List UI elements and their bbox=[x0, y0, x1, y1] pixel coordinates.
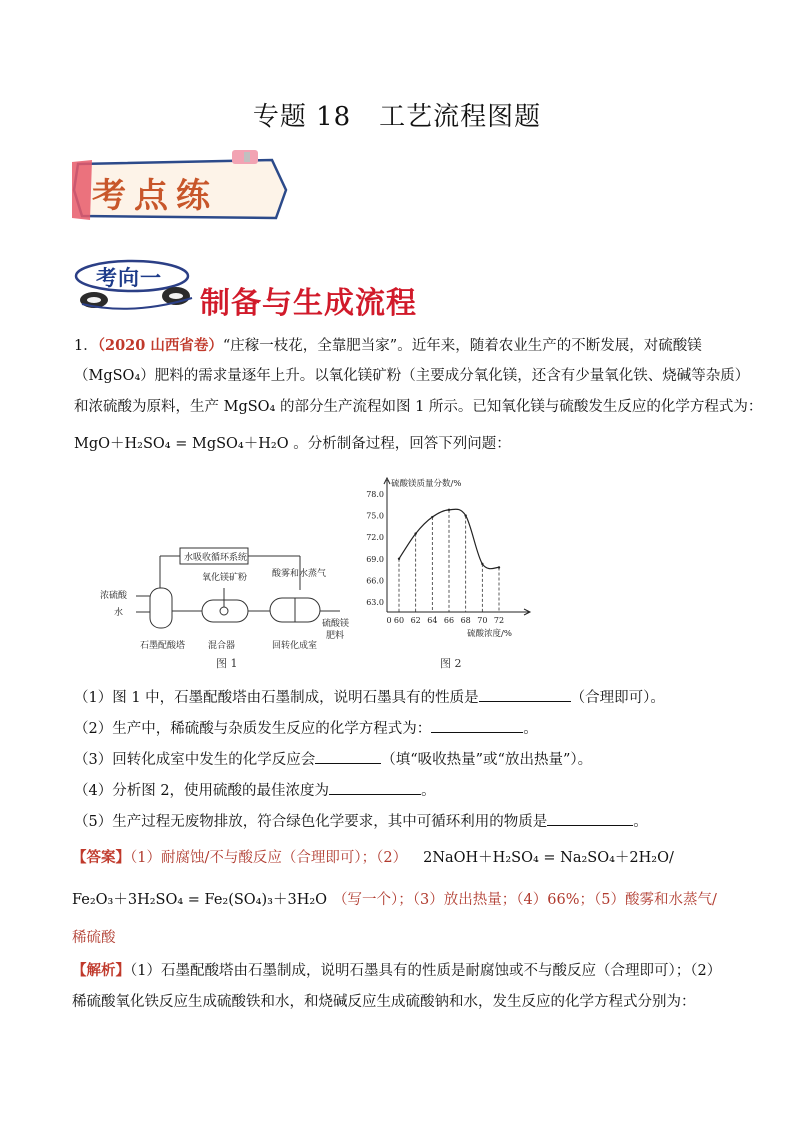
answer-equation2: Fe₂O₃＋3H₂SO₄ = Fe₂(SO₄)₃＋3H₂O bbox=[72, 892, 328, 908]
chart-point bbox=[431, 516, 433, 518]
chart-x-tick-label: 72 bbox=[493, 616, 505, 625]
analysis-label: 【解析】 bbox=[72, 962, 130, 979]
chart-x-tick-label: 64 bbox=[427, 616, 438, 625]
q1-sub4-blank[interactable] bbox=[329, 779, 421, 795]
q1-sub2-text: （2）生产中，稀硫酸与杂质发生反应的化学方程式为： bbox=[74, 721, 432, 737]
fig1-chamber-label: 回转化成室 bbox=[272, 641, 318, 651]
kaodianlian-label: 考点练 bbox=[92, 176, 218, 216]
chart-y-tick-label: 72.0 bbox=[366, 533, 384, 543]
answer-part1: （1）耐腐蚀/不与酸反应（合理即可）；（2） bbox=[130, 850, 408, 866]
q1-sub1-blank[interactable] bbox=[479, 686, 571, 702]
answer-part3: 稀硫酸 bbox=[72, 930, 116, 946]
chart-x-tick-label: 60 bbox=[393, 616, 405, 625]
q1-number: 1． bbox=[74, 338, 98, 354]
chart-y-axis-label: 硫酸镁质量分数/% bbox=[391, 479, 462, 489]
chart-y-tick-label: 63.0 bbox=[366, 598, 384, 607]
figure2-caption: 图 2 bbox=[440, 657, 462, 670]
kaoxiang-label: 考向一 bbox=[96, 266, 162, 290]
chart-point bbox=[464, 514, 466, 516]
chart-x-tick-label: 66 bbox=[443, 616, 455, 625]
figure2-chart bbox=[355, 472, 545, 647]
q1-sub4 bbox=[74, 779, 436, 802]
chart-x-tick-label: 68 bbox=[460, 616, 471, 625]
q1-line4-equation: MgO＋H₂SO₄ = MgSO₄＋H₂O 。分析制备过程，回答下列问题： bbox=[74, 436, 511, 452]
chart-series-line bbox=[399, 509, 499, 569]
fig1-product-label-2: 肥料 bbox=[326, 631, 345, 641]
fig1-water-label: 水 bbox=[114, 608, 124, 618]
page-title bbox=[0, 96, 794, 133]
q1-line1 bbox=[74, 335, 702, 357]
q1-sub5-text: （5）生产过程无废物排放，符合绿色化学要求，其中可循环利用的物质是 bbox=[74, 814, 548, 830]
answer-equation1: 2NaOH＋H₂SO₄ = Na₂SO₄＋2H₂O/ bbox=[423, 850, 674, 866]
figure1-caption: 图 1 bbox=[216, 657, 238, 670]
q1-source: （2020 山西省卷） bbox=[97, 337, 223, 354]
chart-x-tick-label: 70 bbox=[477, 616, 488, 625]
chart-marks bbox=[398, 509, 500, 612]
chart-point bbox=[498, 566, 500, 568]
q1-sub3-text: （3）回转化成室中发生的化学反应会 bbox=[74, 752, 316, 768]
analysis-line1 bbox=[72, 960, 721, 982]
section-title: 制备与生成流程 bbox=[200, 286, 417, 321]
fig1-mist-label: 酸雾和水蒸气 bbox=[272, 569, 327, 579]
answer-part2: （写一个）；（3）放出热量；（4）66%；（5）酸雾和水蒸气/ bbox=[333, 892, 717, 908]
q1-sub2-blank[interactable] bbox=[431, 717, 523, 733]
q1-sub1 bbox=[74, 686, 665, 709]
fig1-loop-label: 水吸收循环系统 bbox=[184, 553, 248, 563]
q1-line3: 和浓硫酸为原料，生产 MgSO₄ 的部分生产流程如图 1 所示。已知氧化镁与硫酸发生反应的化学方程式为： bbox=[74, 399, 763, 415]
answer-line2 bbox=[72, 890, 717, 911]
chart-y-tick-label: 69.0 bbox=[366, 554, 384, 564]
q1-sub2 bbox=[74, 717, 538, 740]
fig1-acid-label: 浓硫酸 bbox=[100, 591, 128, 601]
graphite-tower bbox=[150, 588, 172, 628]
mixer bbox=[202, 600, 248, 622]
q1-sub3-tail: （填“吸收热量”或“放出热量”）。 bbox=[381, 752, 593, 768]
chart-x-axis-label: 硫酸浓度/% bbox=[467, 629, 512, 639]
chart-point bbox=[448, 509, 450, 511]
topic-number: 专题 18 bbox=[252, 102, 352, 132]
answer-line1 bbox=[72, 847, 674, 869]
q1-sub2-tail: 。 bbox=[523, 721, 538, 737]
q1-sub1-text: （1）图 1 中，石墨配酸塔由石墨制成，说明石墨具有的性质是 bbox=[74, 690, 479, 706]
fig1-product-label-1: 硫酸镁 bbox=[322, 619, 350, 629]
fig1-ore-label: 氧化镁矿粉 bbox=[202, 573, 248, 583]
q1-sub4-tail: 。 bbox=[421, 783, 436, 799]
chart-x-tick-label: 0 bbox=[386, 616, 392, 625]
q1-sub4-text: （4）分析图 2，使用硫酸的最佳浓度为 bbox=[74, 783, 330, 799]
chart-y-tick-label: 66.0 bbox=[366, 576, 384, 586]
analysis-line1-text: （1）石墨配酸塔由石墨制成，说明石墨具有的性质是耐腐蚀或不与酸反应（合理即可）；（2） bbox=[130, 963, 722, 979]
fig1-mixer-label: 混合器 bbox=[208, 641, 236, 651]
answer-label: 【答案】 bbox=[72, 849, 130, 866]
q1-sub1-tail: （合理即可）。 bbox=[570, 690, 665, 706]
analysis-line2: 稀硫酸氧化铁反应生成硫酸铁和水，和烧碱反应生成硫酸钠和水，发生反应的化学方程式分别为： bbox=[72, 994, 696, 1010]
chart-y-tick-label: 75.0 bbox=[366, 511, 384, 521]
topic-name: 工艺流程图题 bbox=[379, 102, 542, 132]
chart-point bbox=[398, 558, 400, 560]
q1-sub5-tail: 。 bbox=[633, 814, 648, 830]
fig1-tower-label: 石墨配酸塔 bbox=[140, 641, 186, 651]
q1-sub3-blank[interactable] bbox=[315, 748, 381, 764]
q1-sub5 bbox=[74, 810, 648, 833]
q1-line2: （MgSO₄）肥料的需求量逐年上升。以氧化镁矿粉（主要成分氧化镁，还含有少量氧化铁、烧碱等杂质） bbox=[74, 368, 750, 384]
chart-point bbox=[481, 563, 483, 565]
chart-y-tick-label: 78.0 bbox=[366, 490, 384, 499]
chart-axes bbox=[366, 478, 530, 639]
q1-line1-text: “庄稼一枝花，全靠肥当家”。近年来，随着农业生产的不断发展，对硫酸镁 bbox=[222, 338, 702, 354]
q1-sub5-blank[interactable] bbox=[547, 810, 633, 826]
chart-point bbox=[414, 532, 416, 534]
chart-x-tick-label: 62 bbox=[410, 616, 421, 625]
q1-sub3 bbox=[74, 748, 592, 771]
